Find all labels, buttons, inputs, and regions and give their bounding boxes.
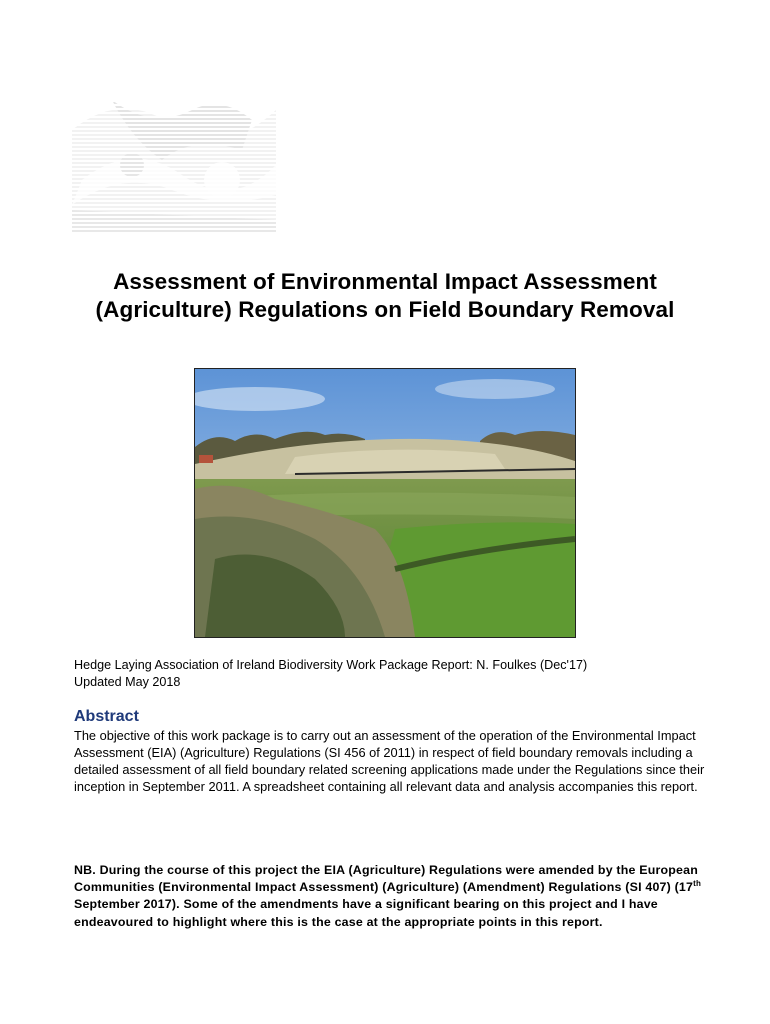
abstract-body: The objective of this work package is to carry out an assessment of the operation of the Environmental Impact Assessment (EIA) (Agriculture) Regulations (SI 456 of 2011) in respect of field boundary removals including a detailed assessment of all field boundary related screening applications made under the Regulations since their inception in September 2011. A spreadsheet containing all relevant data and analysis accompanies this report.: [74, 728, 705, 794]
nb-note: [74, 862, 714, 931]
document-title: Assessment of Environmental Impact Assessment (Agriculture) Regulations on Field Boundary Removal: [95, 269, 675, 322]
hedge-laying-association-logo: [72, 70, 276, 234]
field-boundary-photo: [194, 368, 576, 638]
nb-text-part1: NB. During the course of this project the EIA (Agriculture) Regulations were amended by the European Communities (Environmental Impact Assessment) (Agriculture) (Amendment) Regulations (SI 407) (17: [74, 863, 699, 895]
report-info: [74, 657, 714, 690]
updated-line: Updated May 2018: [74, 674, 181, 689]
nb-text-part2: September 2017). Some of the amendments have a significant bearing on this project and I have endeavoured to highlight where this is the case at the appropriate points in this report.: [74, 897, 658, 929]
abstract-heading: Abstract: [74, 708, 139, 725]
nb-superscript: th: [693, 879, 702, 889]
report-line: Hedge Laying Association of Ireland Biodiversity Work Package Report: N. Foulkes (Dec'17): [74, 658, 588, 672]
